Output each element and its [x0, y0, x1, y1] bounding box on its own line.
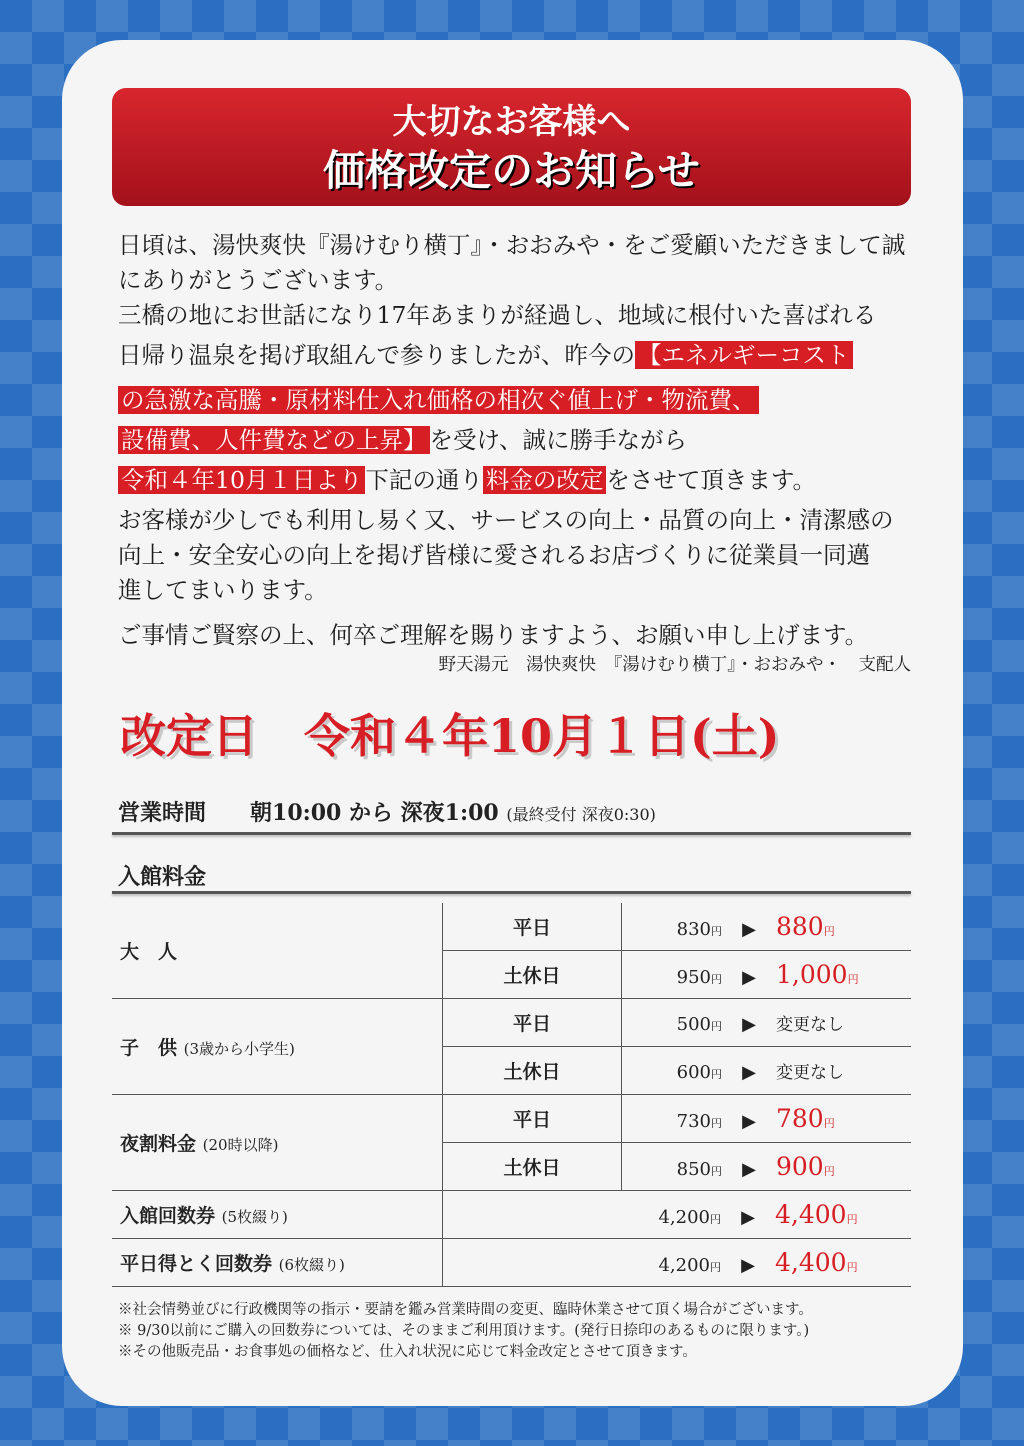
category-night	[112, 1095, 443, 1191]
category-note: (3歳から小学生)	[183, 1040, 295, 1058]
category-coupon5	[112, 1191, 443, 1239]
old-price: 950円	[676, 967, 722, 988]
old-price: 600円	[676, 1062, 722, 1083]
arrow-icon: ▶	[741, 1255, 755, 1276]
category-note: (5枚綴り)	[221, 1208, 288, 1226]
arrow-icon: ▶	[742, 967, 756, 988]
divider	[112, 891, 911, 894]
category-child	[112, 999, 443, 1095]
category-label: 夜割料金	[120, 1133, 197, 1155]
price-cell	[622, 1047, 912, 1095]
intro-line-6-text: を受け、誠に勝手ながら	[429, 426, 688, 454]
old-price: 500円	[676, 1014, 722, 1035]
business-hours	[118, 796, 656, 827]
new-price: 900円	[776, 1152, 835, 1181]
table-row	[112, 1191, 911, 1239]
banner-title: 価格改定のお知らせ	[323, 146, 700, 195]
hours-label: 営業時間	[118, 800, 207, 826]
highlight-costs: 設備費、人件費などの上昇】	[118, 426, 430, 454]
intro-line-2: にありがとうございます。	[118, 266, 399, 294]
arrow-icon: ▶	[742, 919, 756, 940]
category-label: 子 供	[120, 1037, 178, 1059]
day-type: 平日	[443, 999, 622, 1047]
price-cell	[622, 951, 912, 999]
title-banner	[112, 88, 911, 206]
new-price: 4,400円	[775, 1248, 858, 1277]
intro-line-4-text: 日帰り温泉を掲げ取組んで参りましたが、昨今の	[118, 341, 635, 369]
category-adult	[112, 903, 443, 999]
footnote: ※ 9/30以前にご購入の回数券については、そのままご利用頂けます。(発行日捺印のあるものに限ります。)	[118, 1323, 810, 1339]
intro-line-8: お客様が少しでも利用し易く又、サービスの向上・品質の向上・清潔感の	[118, 506, 894, 534]
intro-line-3: 三橋の地にお世話になり17年あまりが経過し、地域に根付いた喜ばれる	[118, 301, 877, 329]
no-change: 変更なし	[776, 1063, 844, 1083]
intro-line-7-text-a: 下記の通り	[365, 466, 483, 494]
day-type: 平日	[443, 903, 622, 951]
footnote: ※その他販売品・お食事処の価格など、仕入れ状況に応じて料金改定とさせて頂きます。	[118, 1344, 697, 1360]
revision-date: 改定日 令和４年10月１日(土)	[120, 709, 780, 763]
banner-subtitle: 大切なお客様へ	[392, 102, 631, 142]
intro-line-5	[118, 383, 918, 418]
intro-line-6	[118, 423, 918, 458]
divider	[112, 832, 911, 835]
day-type: 土休日	[443, 1047, 622, 1095]
new-price: 1,000円	[776, 960, 859, 989]
table-row	[112, 1095, 911, 1143]
table-row	[112, 999, 911, 1047]
arrow-icon: ▶	[742, 1062, 756, 1083]
price-cell	[622, 1095, 912, 1143]
category-label: 平日得とく回数券	[120, 1253, 273, 1275]
price-cell	[622, 903, 912, 951]
intro-line-1: 日頃は、湯快爽快『湯けむり横丁』・おおみや・をご愛顧いただきまして誠	[118, 231, 906, 259]
price-cell	[622, 1143, 912, 1191]
fee-table	[112, 903, 911, 1287]
footnotes	[118, 1300, 813, 1363]
signature: 野天湯元 湯快爽快 『湯けむり横丁』・おおみや・ 支配人	[438, 655, 911, 675]
new-price: 880円	[776, 912, 835, 941]
category-label: 大 人	[120, 941, 178, 963]
day-type: 平日	[443, 1095, 622, 1143]
price-cell	[443, 1191, 912, 1239]
arrow-icon: ▶	[742, 1014, 756, 1035]
highlight-price-rise: の急激な高騰・原材料仕入れ価格の相次ぐ値上げ・物流費、	[118, 386, 759, 414]
intro-line-9: 向上・安全安心の向上を掲げ皆様に愛されるお店づくりに従業員一同邁	[118, 541, 870, 569]
table-row	[112, 903, 911, 951]
intro-line-4	[118, 338, 918, 373]
category-note: (20時以降)	[202, 1136, 279, 1154]
highlight-energy-cost: 【エネルギーコスト	[635, 341, 853, 369]
price-cell	[443, 1239, 912, 1287]
category-label: 入館回数券	[120, 1205, 216, 1227]
new-price: 780円	[776, 1104, 835, 1133]
footnote: ※社会情勢並びに行政機関等の指示・要請を鑑み営業時間の変更、臨時休業させて頂く場合がございます。	[118, 1302, 813, 1318]
arrow-icon: ▶	[741, 1207, 755, 1228]
old-price: 850円	[676, 1159, 722, 1180]
category-coupon6	[112, 1239, 443, 1287]
fee-section-title: 入館料金	[118, 864, 207, 890]
category-note: (6枚綴り)	[278, 1256, 345, 1274]
hours-note: (最終受付 深夜0:30)	[506, 805, 656, 824]
old-price: 4,200円	[658, 1207, 721, 1228]
intro-line-10: 進してまいります。	[118, 576, 328, 604]
day-type: 土休日	[443, 1143, 622, 1191]
closing-line: ご事情ご賢察の上、何卒ご理解を賜りますよう、お願い申し上げます。	[118, 621, 869, 649]
day-type: 土休日	[443, 951, 622, 999]
arrow-icon: ▶	[742, 1111, 756, 1132]
intro-line-7-text-b: をさせて頂きます。	[606, 466, 817, 494]
old-price: 830円	[676, 919, 722, 940]
old-price: 730円	[676, 1111, 722, 1132]
highlight-fee-revision: 料金の改定	[483, 466, 607, 494]
old-price: 4,200円	[658, 1255, 721, 1276]
no-change: 変更なし	[776, 1015, 844, 1035]
table-row	[112, 1239, 911, 1287]
hours-value: 朝10:00 から 深夜1:00	[250, 800, 499, 826]
new-price: 4,400円	[775, 1200, 858, 1229]
intro-line-7	[118, 463, 918, 498]
price-cell	[622, 999, 912, 1047]
arrow-icon: ▶	[742, 1159, 756, 1180]
highlight-effective-date: 令和４年10月１日より	[118, 466, 365, 494]
